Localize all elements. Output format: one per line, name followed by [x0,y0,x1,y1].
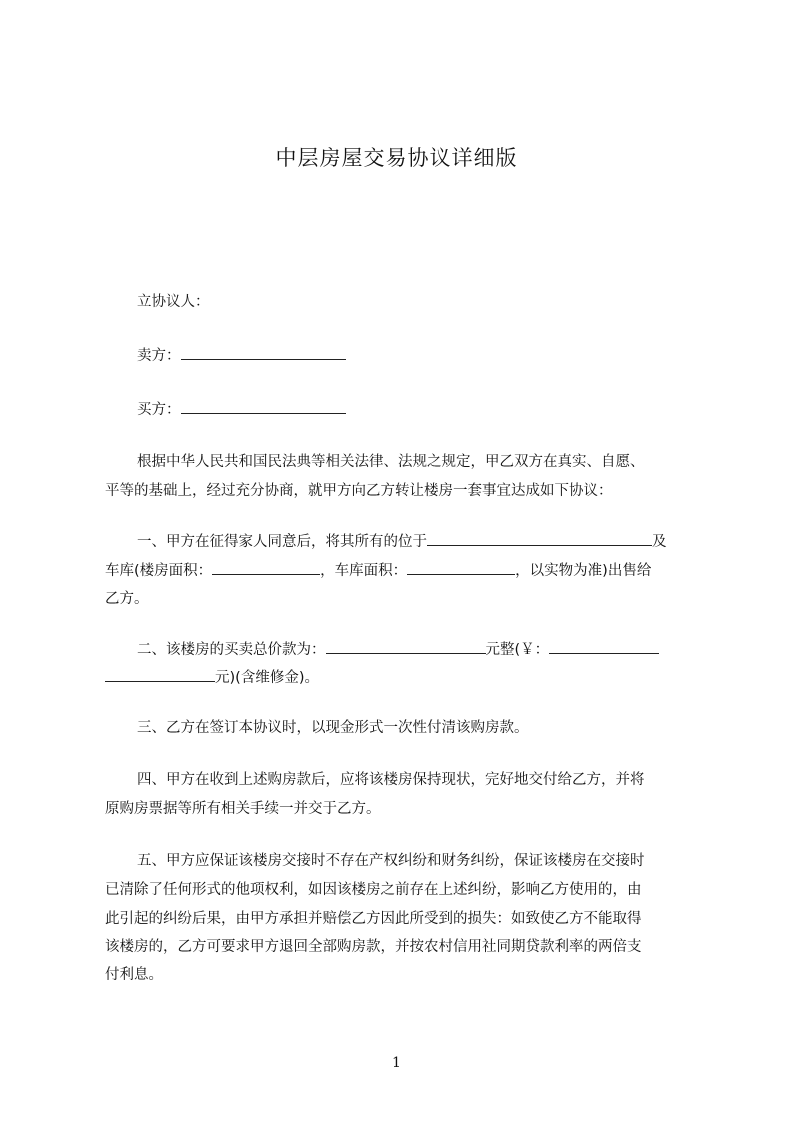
party-label: 立协议人： [137,294,210,310]
clause-1-location-blank [427,531,652,546]
clause-1-text-c: 车库(楼房面积： [105,563,213,579]
building-area-blank [212,560,320,575]
intro-line-1: 根据中华人民共和国民法典等相关法律、法规之规定，甲乙双方在真实、自愿、 [137,454,645,470]
price-figure-blank-1 [549,639,659,654]
clause-4-line-2: 原购房票据等所有相关手续一并交于乙方。 [105,801,381,817]
clause-1-text-d: ，车库面积： [320,563,408,579]
clause-5-line-4: 该楼房的，乙方可要求甲方退回全部购房款，并按农村信用社同期贷款利率的两倍支 [105,939,642,955]
garage-area-blank [407,560,515,575]
seller-label: 卖方： [137,348,181,364]
clause-1-line-3: 乙方。 [105,591,149,607]
clause-1-text-e: ，以实物为准)出售给 [515,563,652,579]
clause-1-text-b: 及 [652,534,667,550]
clause-2-text-c: 元)(含维修金)。 [215,670,319,686]
clause-3: 三、乙方在签订本协议时，以现金形式一次性付清该购房款。 [137,720,529,736]
price-figure-blank-2 [105,667,215,682]
clause-2-text-b: 元整(￥： [485,642,550,658]
seller-blank [181,345,346,360]
clause-1-line-2 [105,560,651,581]
clause-5-line-2: 已清除了任何形式的他项权利，如因该楼房之前存在上述纠纷，影响乙方使用的，由 [105,882,642,898]
clause-5-line-1: 五、甲方应保证该楼房交接时不存在产权纠纷和财务纠纷，保证该楼房在交接时 [137,853,645,869]
buyer-label: 买方： [137,402,181,418]
buyer-line [137,399,346,420]
intro-line-2: 平等的基础上，经过充分协商，就甲方向乙方转让楼房一套事宜达成如下协议： [105,483,613,499]
seller-line [137,345,346,366]
clause-2-text-a: 二、该楼房的买卖总价款为： [137,642,326,658]
clause-1-text-a: 一、甲方在征得家人同意后，将其所有的位于 [137,534,427,550]
clause-5-line-5: 付利息。 [105,967,163,983]
clause-5-line-3: 此引起的纠纷后果，由甲方承担并赔偿乙方因此所受到的损失：如致使乙方不能取得 [105,911,642,927]
clause-4-line-1: 四、甲方在收到上述购房款后，应将该楼房保持现状，完好地交付给乙方，并将 [137,772,645,788]
clause-2-line-2 [105,667,319,688]
clause-2-line-1 [137,639,659,660]
buyer-blank [181,399,346,414]
page-number: 1 [392,1055,401,1071]
total-price-blank [326,639,486,654]
clause-1-line-1 [137,531,667,552]
document-title: 中层房屋交易协议详细版 [275,146,518,170]
